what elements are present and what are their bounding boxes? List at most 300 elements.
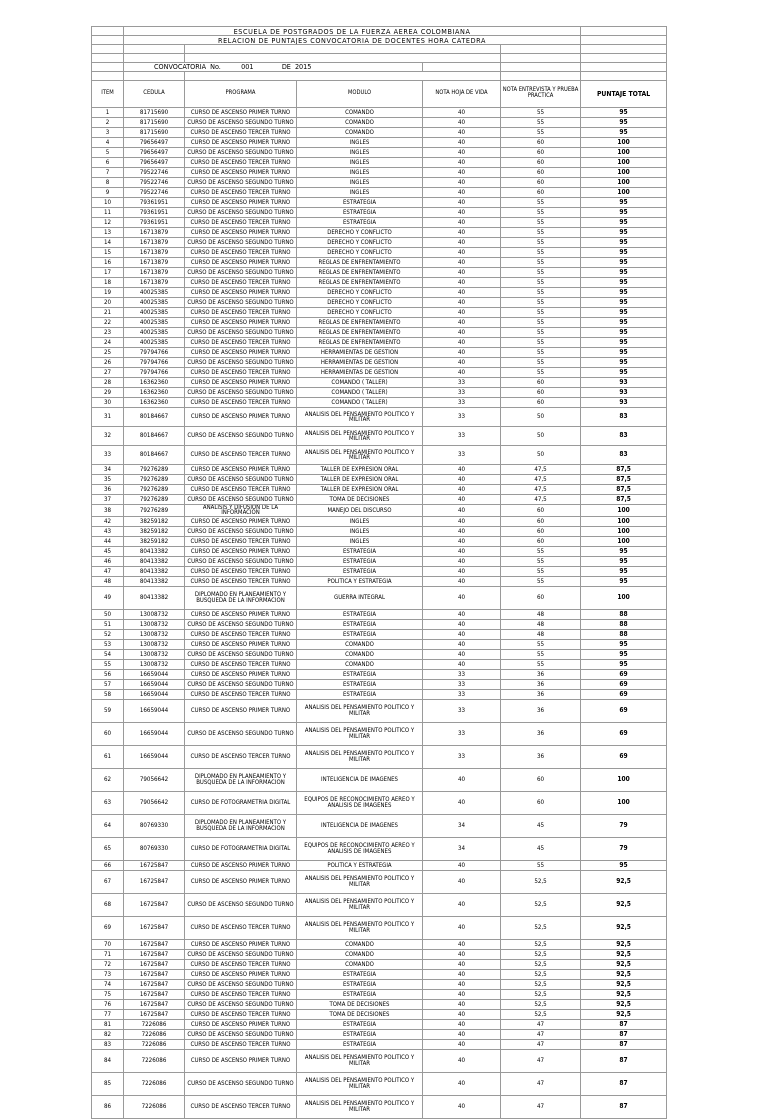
cell-item: 73 <box>92 969 124 979</box>
cell-programa: CURSO DE ASCENSO TERCER TURNO <box>185 188 297 198</box>
cell-programa: CURSO DE ASCENSO TERCER TURNO <box>185 248 297 258</box>
cell-nota-entrevista: 52,5 <box>501 989 581 999</box>
cell-nota-hoja-vida: 33 <box>423 446 501 465</box>
cell-item: 85 <box>92 1072 124 1095</box>
cell-item: 81 <box>92 1019 124 1029</box>
cell-modulo: INGLES <box>297 516 423 526</box>
cell-nota-hoja-vida: 40 <box>423 546 501 556</box>
table-row <box>92 358 667 368</box>
cell-cedula: 16362360 <box>124 388 185 398</box>
cell-cedula: 80413382 <box>124 546 185 556</box>
cell-nota-entrevista: 55 <box>501 338 581 348</box>
cell-puntaje-total: 95 <box>581 556 667 566</box>
cell-puntaje-total: 100 <box>581 505 667 517</box>
cell-programa: DIPLOMADO EN PLANEAMIENTO Y BUSQUEDA DE LA INFORMACION <box>185 586 297 609</box>
cell-nota-hoja-vida: 40 <box>423 768 501 791</box>
cell-puntaje-total: 95 <box>581 198 667 208</box>
table-row <box>92 1029 667 1039</box>
cell-nota-hoja-vida: 33 <box>423 427 501 446</box>
cell-puntaje-total: 95 <box>581 659 667 669</box>
cell-item: 29 <box>92 388 124 398</box>
cell-programa: CURSO DE ASCENSO SEGUNDO TURNO <box>185 1072 297 1095</box>
cell-nota-entrevista: 55 <box>501 358 581 368</box>
cell-cedula: 40025385 <box>124 308 185 318</box>
cell-modulo: REGLAS DE ENFRENTAMIENTO <box>297 268 423 278</box>
table-row <box>92 308 667 318</box>
cell-nota-hoja-vida: 34 <box>423 837 501 860</box>
cell-item: 32 <box>92 427 124 446</box>
cell-modulo: REGLAS DE ENFRENTAMIENTO <box>297 278 423 288</box>
cell-nota-hoja-vida: 33 <box>423 388 501 398</box>
cell-modulo: COMANDO <box>297 639 423 649</box>
cell-puntaje-total: 69 <box>581 745 667 768</box>
cell-cedula: 16725847 <box>124 989 185 999</box>
cell-item: 3 <box>92 128 124 138</box>
cell-puntaje-total: 92,5 <box>581 989 667 999</box>
cell-modulo: EQUIPOS DE RECONOCIMIENTO AEREO Y ANALISIS DE IMAGENES <box>297 837 423 860</box>
cell-item: 6 <box>92 158 124 168</box>
table-row <box>92 722 667 745</box>
cell-modulo: ANALISIS DEL PENSAMIENTO POLITICO Y MILITAR <box>297 699 423 722</box>
cell-nota-entrevista: 47 <box>501 1039 581 1049</box>
cell-puntaje-total: 93 <box>581 398 667 408</box>
cell-nota-entrevista: 60 <box>501 516 581 526</box>
cell-nota-entrevista: 47 <box>501 1049 581 1072</box>
cell-item: 11 <box>92 208 124 218</box>
cell-nota-entrevista: 60 <box>501 791 581 814</box>
cell-nota-entrevista: 52,5 <box>501 979 581 989</box>
cell-item: 19 <box>92 288 124 298</box>
cell-puntaje-total: 88 <box>581 609 667 619</box>
cell-nota-entrevista: 50 <box>501 446 581 465</box>
cell-programa: CURSO DE ASCENSO TERCER TURNO <box>185 959 297 969</box>
table-row <box>92 348 667 358</box>
table-row <box>92 288 667 298</box>
table-row <box>92 699 667 722</box>
cell-modulo: ESTRATEGIA <box>297 218 423 228</box>
cell-item: 50 <box>92 609 124 619</box>
cell-item: 62 <box>92 768 124 791</box>
cell-item: 74 <box>92 979 124 989</box>
convocatoria-year: DE 2015 <box>281 62 312 72</box>
cell-cedula: 80184667 <box>124 408 185 427</box>
table-row <box>92 465 667 475</box>
cell-modulo: COMANDO <box>297 649 423 659</box>
table-row <box>92 198 667 208</box>
cell-programa: CURSO DE ASCENSO TERCER TURNO <box>185 218 297 228</box>
cell-modulo: COMANDO ( TALLER) <box>297 378 423 388</box>
cell-nota-hoja-vida: 40 <box>423 148 501 158</box>
cell-puntaje-total: 95 <box>581 576 667 586</box>
cell-nota-entrevista: 52,5 <box>501 969 581 979</box>
table-row <box>92 446 667 465</box>
cell-modulo: INGLES <box>297 526 423 536</box>
cell-item: 26 <box>92 358 124 368</box>
cell-programa: CURSO DE ASCENSO SEGUNDO TURNO <box>185 328 297 338</box>
cell-cedula: 7226086 <box>124 1039 185 1049</box>
cell-programa: CURSO DE ASCENSO SEGUNDO TURNO <box>185 722 297 745</box>
cell-programa: CURSO DE ASCENSO SEGUNDO TURNO <box>185 427 297 446</box>
table-row <box>92 208 667 218</box>
table-row <box>92 475 667 485</box>
cell-programa: CURSO DE ASCENSO TERCER TURNO <box>185 1039 297 1049</box>
cell-puntaje-total: 83 <box>581 427 667 446</box>
cell-cedula: 16713879 <box>124 258 185 268</box>
cell-modulo: ESTRATEGIA <box>297 969 423 979</box>
cell-nota-entrevista: 36 <box>501 722 581 745</box>
cell-programa: CURSO DE ASCENSO TERCER TURNO <box>185 485 297 495</box>
cell-nota-hoja-vida: 40 <box>423 659 501 669</box>
cell-puntaje-total: 83 <box>581 446 667 465</box>
cell-programa: CURSO DE ASCENSO TERCER TURNO <box>185 158 297 168</box>
cell-puntaje-total: 87 <box>581 1072 667 1095</box>
cell-nota-entrevista: 45 <box>501 837 581 860</box>
cell-programa: CURSO DE ASCENSO SEGUNDO TURNO <box>185 148 297 158</box>
cell-nota-entrevista: 55 <box>501 118 581 128</box>
cell-programa: CURSO DE ASCENSO SEGUNDO TURNO <box>185 268 297 278</box>
cell-puntaje-total: 69 <box>581 669 667 679</box>
cell-item: 52 <box>92 629 124 639</box>
cell-nota-entrevista: 55 <box>501 248 581 258</box>
table-row <box>92 959 667 969</box>
cell-nota-hoja-vida: 40 <box>423 465 501 475</box>
cell-nota-entrevista: 47 <box>501 1072 581 1095</box>
cell-item: 12 <box>92 218 124 228</box>
table-row <box>92 526 667 536</box>
table-row <box>92 427 667 446</box>
cell-cedula: 79361951 <box>124 208 185 218</box>
cell-puntaje-total: 95 <box>581 118 667 128</box>
table-row <box>92 768 667 791</box>
table-row <box>92 485 667 495</box>
cell-programa: CURSO DE ASCENSO PRIMER TURNO <box>185 609 297 619</box>
cell-item: 70 <box>92 939 124 949</box>
cell-programa: CURSO DE FOTOGRAMETRIA DIGITAL <box>185 837 297 860</box>
cell-nota-entrevista: 55 <box>501 576 581 586</box>
cell-nota-entrevista: 55 <box>501 198 581 208</box>
cell-item: 17 <box>92 268 124 278</box>
cell-programa: CURSO DE ASCENSO PRIMER TURNO <box>185 516 297 526</box>
cell-programa: CURSO DE ASCENSO PRIMER TURNO <box>185 198 297 208</box>
col-header-modulo: MODULO <box>297 81 423 108</box>
cell-programa: CURSO DE ASCENSO PRIMER TURNO <box>185 939 297 949</box>
cell-programa: CURSO DE ASCENSO SEGUNDO TURNO <box>185 475 297 485</box>
cell-nota-hoja-vida: 40 <box>423 248 501 258</box>
cell-item: 72 <box>92 959 124 969</box>
cell-nota-hoja-vida: 40 <box>423 368 501 378</box>
cell-puntaje-total: 92,5 <box>581 870 667 893</box>
cell-nota-hoja-vida: 40 <box>423 338 501 348</box>
cell-item: 22 <box>92 318 124 328</box>
cell-modulo: COMANDO <box>297 959 423 969</box>
cell-nota-hoja-vida: 40 <box>423 198 501 208</box>
cell-item: 84 <box>92 1049 124 1072</box>
cell-cedula: 40025385 <box>124 318 185 328</box>
cell-modulo: HERRAMIENTAS DE GESTION <box>297 348 423 358</box>
cell-cedula: 16725847 <box>124 979 185 989</box>
table-row <box>92 128 667 138</box>
table-row <box>92 1039 667 1049</box>
cell-puntaje-total: 93 <box>581 388 667 398</box>
cell-item: 8 <box>92 178 124 188</box>
cell-cedula: 13008732 <box>124 609 185 619</box>
table-row <box>92 378 667 388</box>
cell-puntaje-total: 100 <box>581 148 667 158</box>
col-header-nota-hv: NOTA HOJA DE VIDA <box>423 81 501 108</box>
cell-cedula: 81715690 <box>124 118 185 128</box>
table-row <box>92 408 667 427</box>
table-row <box>92 218 667 228</box>
cell-cedula: 80413382 <box>124 566 185 576</box>
cell-nota-entrevista: 55 <box>501 328 581 338</box>
cell-cedula: 80413382 <box>124 576 185 586</box>
table-row <box>92 228 667 238</box>
cell-programa: CURSO DE ASCENSO SEGUNDO TURNO <box>185 298 297 308</box>
cell-nota-hoja-vida: 40 <box>423 629 501 639</box>
cell-puntaje-total: 95 <box>581 238 667 248</box>
cell-modulo: ESTRATEGIA <box>297 609 423 619</box>
cell-programa: CURSO DE ASCENSO PRIMER TURNO <box>185 860 297 870</box>
cell-cedula: 80184667 <box>124 446 185 465</box>
cell-cedula: 79361951 <box>124 218 185 228</box>
cell-programa: CURSO DE ASCENSO SEGUNDO TURNO <box>185 526 297 536</box>
cell-programa: CURSO DE FOTOGRAMETRIA DIGITAL <box>185 791 297 814</box>
cell-nota-hoja-vida: 40 <box>423 566 501 576</box>
cell-modulo: ANALISIS DEL PENSAMIENTO POLITICO Y MILITAR <box>297 870 423 893</box>
cell-programa: CURSO DE ASCENSO PRIMER TURNO <box>185 318 297 328</box>
cell-modulo: GUERRA INTEGRAL <box>297 586 423 609</box>
col-header-puntaje-total: PUNTAJE TOTAL <box>581 81 667 108</box>
cell-nota-entrevista: 55 <box>501 308 581 318</box>
cell-puntaje-total: 95 <box>581 368 667 378</box>
table-row <box>92 1072 667 1095</box>
cell-item: 64 <box>92 814 124 837</box>
cell-modulo: TALLER DE EXPRESION ORAL <box>297 465 423 475</box>
spacer-row <box>92 54 667 63</box>
cell-item: 59 <box>92 699 124 722</box>
cell-item: 13 <box>92 228 124 238</box>
cell-nota-hoja-vida: 40 <box>423 619 501 629</box>
cell-cedula: 80413382 <box>124 586 185 609</box>
cell-programa: CURSO DE ASCENSO TERCER TURNO <box>185 689 297 699</box>
cell-programa: CURSO DE ASCENSO PRIMER TURNO <box>185 546 297 556</box>
cell-nota-hoja-vida: 33 <box>423 378 501 388</box>
cell-puntaje-total: 92,5 <box>581 999 667 1009</box>
cell-nota-hoja-vida: 40 <box>423 495 501 505</box>
cell-modulo: INGLES <box>297 158 423 168</box>
cell-programa: CURSO DE ASCENSO SEGUNDO TURNO <box>185 208 297 218</box>
cell-item: 14 <box>92 238 124 248</box>
cell-puntaje-total: 95 <box>581 218 667 228</box>
table-row <box>92 619 667 629</box>
cell-puntaje-total: 95 <box>581 338 667 348</box>
table-row <box>92 108 667 118</box>
cell-modulo: HERRAMIENTAS DE GESTION <box>297 368 423 378</box>
cell-nota-entrevista: 55 <box>501 218 581 228</box>
cell-puntaje-total: 92,5 <box>581 916 667 939</box>
cell-item: 55 <box>92 659 124 669</box>
cell-programa: CURSO DE ASCENSO PRIMER TURNO <box>185 138 297 148</box>
cell-item: 10 <box>92 198 124 208</box>
cell-nota-hoja-vida: 40 <box>423 318 501 328</box>
cell-item: 45 <box>92 546 124 556</box>
cell-item: 83 <box>92 1039 124 1049</box>
table-row <box>92 979 667 989</box>
cell-nota-entrevista: 60 <box>501 378 581 388</box>
cell-nota-hoja-vida: 40 <box>423 1019 501 1029</box>
cell-nota-entrevista: 60 <box>501 188 581 198</box>
cell-modulo: REGLAS DE ENFRENTAMIENTO <box>297 328 423 338</box>
cell-cedula: 40025385 <box>124 298 185 308</box>
cell-nota-entrevista: 47,5 <box>501 465 581 475</box>
cell-modulo: DERECHO Y CONFLICTO <box>297 228 423 238</box>
cell-nota-entrevista: 60 <box>501 388 581 398</box>
cell-programa: CURSO DE ASCENSO PRIMER TURNO <box>185 378 297 388</box>
cell-nota-hoja-vida: 33 <box>423 398 501 408</box>
cell-nota-hoja-vida: 33 <box>423 669 501 679</box>
cell-nota-entrevista: 36 <box>501 679 581 689</box>
cell-programa: CURSO DE ASCENSO SEGUNDO TURNO <box>185 118 297 128</box>
table-row <box>92 576 667 586</box>
cell-cedula: 79522746 <box>124 168 185 178</box>
cell-item: 75 <box>92 989 124 999</box>
table-row <box>92 495 667 505</box>
cell-nota-hoja-vida: 40 <box>423 108 501 118</box>
cell-cedula: 79056642 <box>124 791 185 814</box>
cell-nota-entrevista: 55 <box>501 208 581 218</box>
spreadsheet <box>91 26 666 1119</box>
cell-item: 69 <box>92 916 124 939</box>
cell-modulo: INGLES <box>297 536 423 546</box>
cell-modulo: INGLES <box>297 138 423 148</box>
cell-nota-hoja-vida: 33 <box>423 699 501 722</box>
table-row <box>92 546 667 556</box>
cell-puntaje-total: 79 <box>581 814 667 837</box>
cell-nota-hoja-vida: 40 <box>423 1009 501 1019</box>
cell-nota-hoja-vida: 40 <box>423 475 501 485</box>
col-header-item: ITEM <box>92 81 124 108</box>
cell-item: 30 <box>92 398 124 408</box>
cell-nota-hoja-vida: 40 <box>423 1039 501 1049</box>
cell-nota-hoja-vida: 40 <box>423 188 501 198</box>
cell-puntaje-total: 87 <box>581 1049 667 1072</box>
cell-modulo: COMANDO ( TALLER) <box>297 398 423 408</box>
cell-puntaje-total: 92,5 <box>581 979 667 989</box>
cell-programa: CURSO DE ASCENSO PRIMER TURNO <box>185 969 297 979</box>
cell-modulo: TOMA DE DECISIONES <box>297 999 423 1009</box>
cell-programa: CURSO DE ASCENSO TERCER TURNO <box>185 536 297 546</box>
cell-item: 9 <box>92 188 124 198</box>
cell-modulo: INGLES <box>297 148 423 158</box>
cell-nota-hoja-vida: 40 <box>423 536 501 546</box>
cell-puntaje-total: 88 <box>581 619 667 629</box>
cell-puntaje-total: 95 <box>581 639 667 649</box>
table-row <box>92 586 667 609</box>
cell-cedula: 79276289 <box>124 495 185 505</box>
cell-cedula: 16725847 <box>124 999 185 1009</box>
cell-programa: CURSO DE ASCENSO SEGUNDO TURNO <box>185 238 297 248</box>
cell-nota-entrevista: 55 <box>501 108 581 118</box>
cell-modulo: INGLES <box>297 168 423 178</box>
convocatoria-label: CONVOCATORIA No. <box>154 62 221 72</box>
cell-modulo: ANALISIS DEL PENSAMIENTO POLITICO Y MILITAR <box>297 1049 423 1072</box>
cell-nota-hoja-vida: 40 <box>423 526 501 536</box>
cell-programa: CURSO DE ASCENSO SEGUNDO TURNO <box>185 679 297 689</box>
table-row <box>92 893 667 916</box>
cell-nota-entrevista: 45 <box>501 814 581 837</box>
cell-modulo: HERRAMIENTAS DE GESTION <box>297 358 423 368</box>
cell-programa: CURSO DE ASCENSO PRIMER TURNO <box>185 168 297 178</box>
cell-puntaje-total: 95 <box>581 228 667 238</box>
cell-puntaje-total: 100 <box>581 188 667 198</box>
cell-item: 66 <box>92 860 124 870</box>
cell-programa: CURSO DE ASCENSO SEGUNDO TURNO <box>185 495 297 505</box>
cell-nota-hoja-vida: 40 <box>423 791 501 814</box>
cell-programa: CURSO DE ASCENSO SEGUNDO TURNO <box>185 388 297 398</box>
cell-modulo: ESTRATEGIA <box>297 989 423 999</box>
cell-puntaje-total: 100 <box>581 768 667 791</box>
cell-item: 27 <box>92 368 124 378</box>
cell-modulo: COMANDO <box>297 128 423 138</box>
cell-nota-hoja-vida: 40 <box>423 979 501 989</box>
cell-programa: CURSO DE ASCENSO TERCER TURNO <box>185 368 297 378</box>
cell-modulo: ANALISIS DEL PENSAMIENTO POLITICO Y MILITAR <box>297 1072 423 1095</box>
cell-cedula: 16659044 <box>124 669 185 679</box>
table-row <box>92 516 667 526</box>
cell-nota-hoja-vida: 40 <box>423 1095 501 1118</box>
cell-cedula: 16713879 <box>124 278 185 288</box>
cell-item: 48 <box>92 576 124 586</box>
cell-item: 49 <box>92 586 124 609</box>
table-row <box>92 268 667 278</box>
cell-modulo: COMANDO <box>297 118 423 128</box>
cell-modulo: ANALISIS DEL PENSAMIENTO POLITICO Y MILITAR <box>297 745 423 768</box>
cell-cedula: 79276289 <box>124 465 185 475</box>
cell-cedula: 13008732 <box>124 629 185 639</box>
cell-modulo: ESTRATEGIA <box>297 979 423 989</box>
table-row <box>92 949 667 959</box>
cell-modulo: COMANDO <box>297 108 423 118</box>
cell-cedula: 16713879 <box>124 248 185 258</box>
cell-item: 4 <box>92 138 124 148</box>
cell-nota-entrevista: 48 <box>501 609 581 619</box>
cell-item: 46 <box>92 556 124 566</box>
cell-cedula: 7226086 <box>124 1019 185 1029</box>
cell-cedula: 16659044 <box>124 699 185 722</box>
cell-puntaje-total: 87,5 <box>581 465 667 475</box>
cell-puntaje-total: 69 <box>581 679 667 689</box>
cell-modulo: TOMA DE DECISIONES <box>297 495 423 505</box>
cell-nota-hoja-vida: 40 <box>423 505 501 517</box>
cell-item: 20 <box>92 298 124 308</box>
table-row <box>92 188 667 198</box>
cell-nota-hoja-vida: 40 <box>423 228 501 238</box>
table-row <box>92 1049 667 1072</box>
table-row <box>92 649 667 659</box>
title-row-2 <box>92 36 667 45</box>
cell-puntaje-total: 95 <box>581 318 667 328</box>
cell-cedula: 79656497 <box>124 138 185 148</box>
cell-nota-entrevista: 47,5 <box>501 495 581 505</box>
cell-nota-hoja-vida: 40 <box>423 168 501 178</box>
cell-item: 82 <box>92 1029 124 1039</box>
cell-modulo: REGLAS DE ENFRENTAMIENTO <box>297 338 423 348</box>
cell-nota-entrevista: 50 <box>501 427 581 446</box>
cell-nota-entrevista: 36 <box>501 699 581 722</box>
cell-programa: CURSO DE ASCENSO SEGUNDO TURNO <box>185 358 297 368</box>
cell-programa: ANALISIS Y DIFUSION DE LA INFORMACION <box>185 505 297 517</box>
cell-puntaje-total: 87 <box>581 1019 667 1029</box>
